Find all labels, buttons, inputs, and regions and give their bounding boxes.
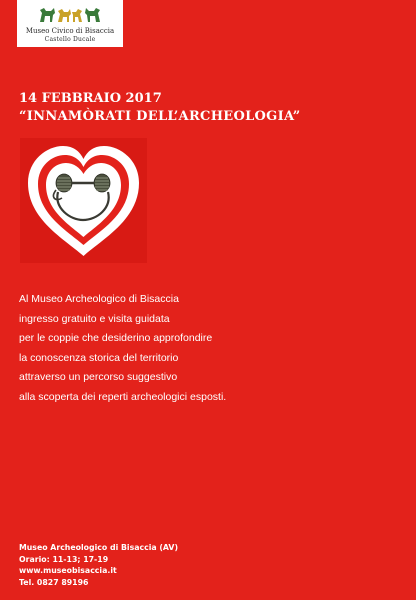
logo-subtitle: Castello Ducale (44, 36, 96, 43)
event-description (19, 290, 226, 408)
horses-emblem-icon (37, 4, 103, 24)
heart-image (20, 138, 147, 263)
description-line: ingresso gratuito e visita guidata (19, 312, 170, 325)
logo-museum-name: Museo Civico di Bisaccia (25, 27, 115, 35)
description-line: per le coppie che desiderino approfondire (19, 332, 213, 345)
description-line: la conoscenza storica del territorio (19, 351, 179, 364)
contact-info (19, 542, 178, 588)
description-line: attraverso un percorso suggestivo (19, 371, 178, 384)
footer-hours: Orario: 11-13; 17-19 (19, 554, 109, 564)
description-line: alla scoperta dei reperti archeologici esposti. (19, 390, 227, 403)
event-date: 14 FEBBRAIO 2017 (19, 91, 162, 106)
museum-logo (17, 0, 123, 47)
description-line: Al Museo Archeologico di Bisaccia (19, 293, 179, 305)
footer-phone: Tel. 0827 89196 (19, 577, 89, 587)
footer-museum: Museo Archeologico di Bisaccia (AV) (19, 543, 179, 552)
footer-website-link[interactable]: www.museobisaccia.it (19, 566, 117, 576)
event-title: “INNAMÒRATI DELL’ARCHEOLOGIA” (19, 109, 301, 124)
